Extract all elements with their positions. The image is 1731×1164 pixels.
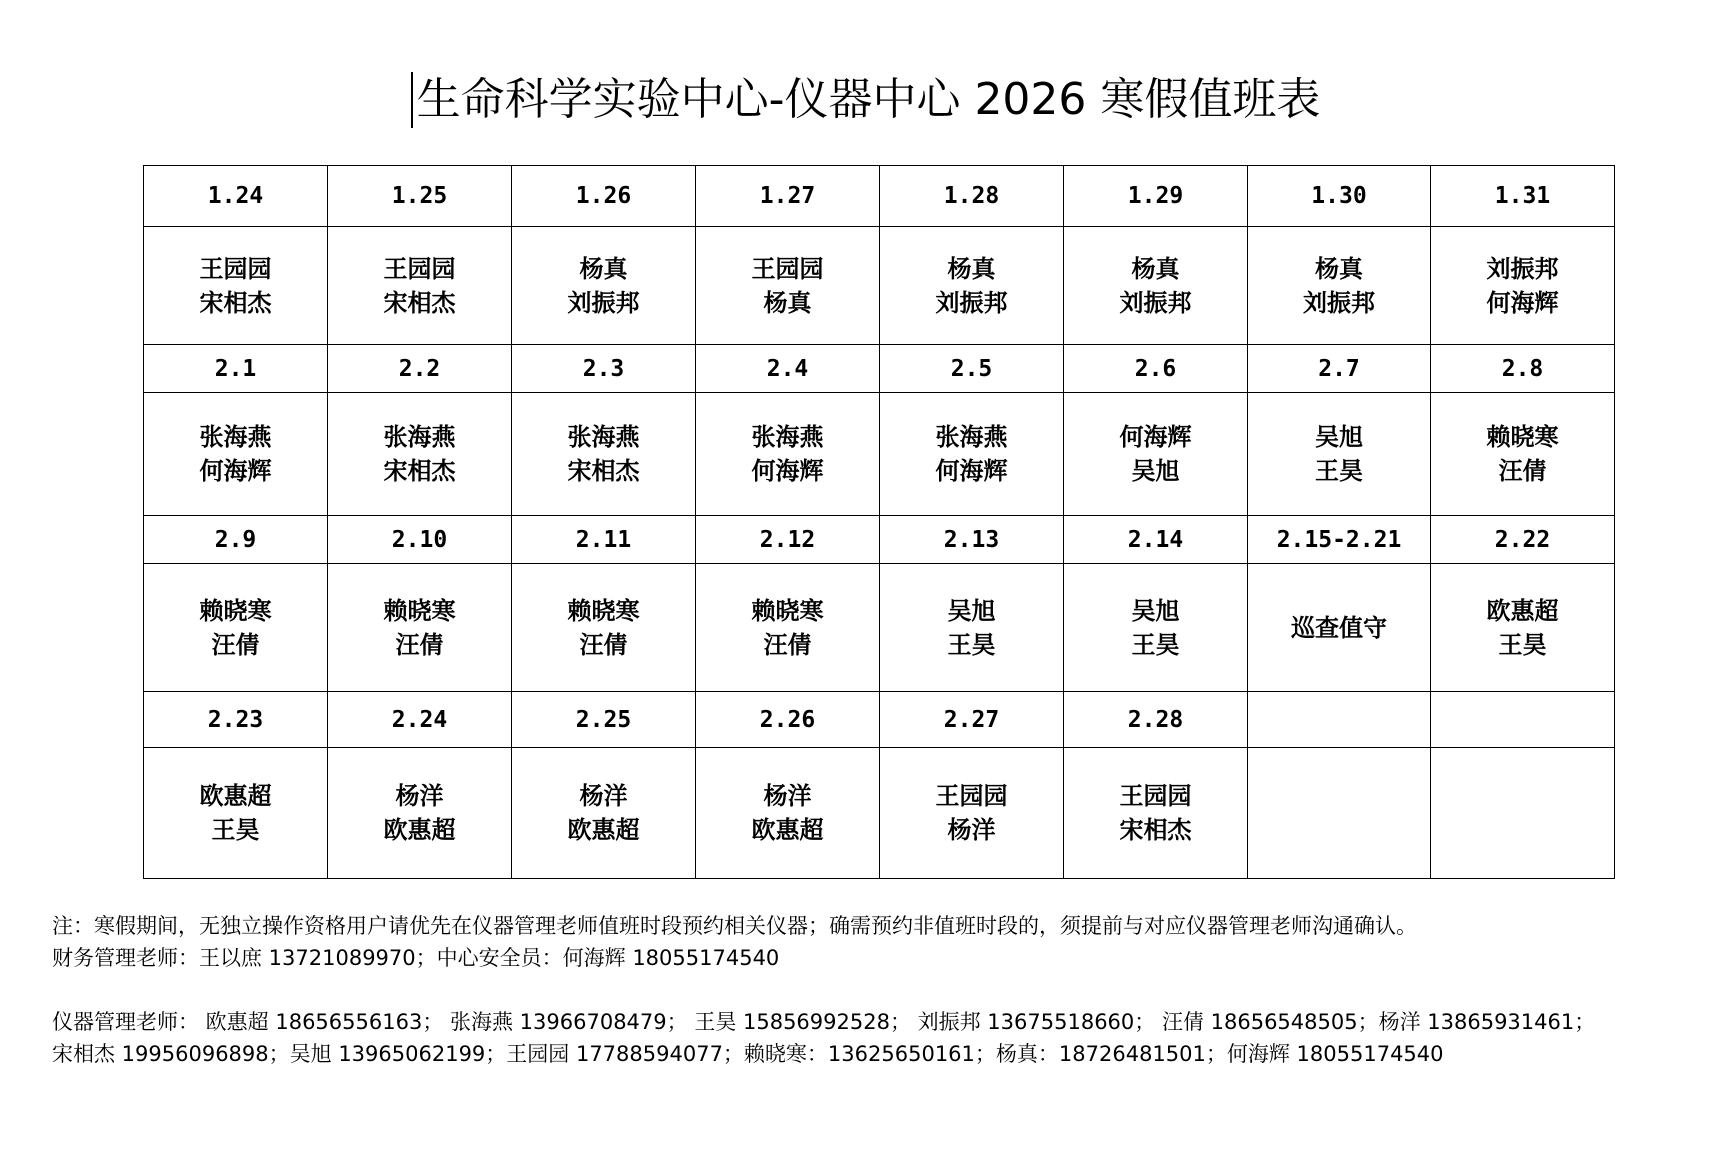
instrument-manager-contacts-cont: 宋相杰 19956096898；吴旭 13965062199；王园园 17788594077；赖晓寒：13625650161；杨真：18726481501；何海辉 18055174540 (52, 1042, 1444, 1066)
staff-name: 欧惠超 (383, 816, 456, 844)
staff-name: 杨真 (763, 288, 812, 317)
date-cell: 2.15-2.21 (1248, 516, 1431, 564)
duty-cell (1248, 393, 1431, 516)
duty-cell (1064, 393, 1248, 516)
staff-name: 张海燕 (199, 423, 272, 451)
staff-name: 汪倩 (395, 630, 444, 659)
date-cell: 2.26 (696, 692, 880, 748)
staff-name: 王昊 (947, 630, 996, 659)
duty-cell (144, 748, 328, 879)
staff-name: 赖晓寒 (383, 596, 456, 625)
staff-name: 吴旭 (1131, 596, 1180, 625)
duty-cell (512, 564, 696, 692)
staff-name: 王昊 (211, 816, 260, 844)
date-cell: 1.27 (696, 166, 880, 227)
staff-name: 欧惠超 (751, 816, 824, 844)
staff-name: 刘振邦 (1486, 254, 1559, 283)
staff-name: 汪倩 (211, 630, 260, 659)
staff-name: 杨洋 (579, 782, 628, 810)
duty-row (144, 564, 1615, 692)
staff-name: 赖晓寒 (751, 596, 824, 625)
date-cell: 2.14 (1064, 516, 1248, 564)
duty-cell (696, 227, 880, 345)
duty-cell (1248, 748, 1431, 879)
duty-cell (328, 393, 512, 516)
date-cell: 1.26 (512, 166, 696, 227)
date-cell: 2.23 (144, 692, 328, 748)
duty-cell (1431, 393, 1615, 516)
staff-name: 杨洋 (395, 782, 444, 810)
staff-name: 赖晓寒 (1486, 423, 1559, 451)
staff-name: 王园园 (751, 254, 824, 283)
date-cell: 2.11 (512, 516, 696, 564)
finance-safety-contacts: 财务管理老师：王以庶 13721089970；中心安全员：何海辉 18055174540 (52, 946, 780, 970)
staff-name: 刘振邦 (935, 288, 1008, 317)
staff-name: 王昊 (1498, 630, 1547, 659)
duty-cell (1431, 227, 1615, 345)
date-cell (1431, 692, 1615, 748)
staff-name: 欧惠超 (567, 816, 640, 844)
staff-name: 吴旭 (1131, 457, 1180, 485)
duty-row (144, 227, 1615, 345)
duty-cell (696, 564, 880, 692)
staff-name: 赖晓寒 (567, 596, 640, 625)
date-cell: 1.25 (328, 166, 512, 227)
staff-name: 王昊 (1315, 457, 1363, 485)
staff-name: 王昊 (1131, 630, 1180, 659)
staff-name: 宋相杰 (567, 457, 640, 485)
duty-cell (1248, 564, 1431, 692)
date-cell: 2.3 (512, 345, 696, 393)
date-cell: 2.24 (328, 692, 512, 748)
note-line: 注：寒假期间，无独立操作资格用户请优先在仪器管理老师值班时段预约相关仪器；确需预约非值班时段的，须提前与对应仪器管理老师沟通确认。 (52, 914, 1417, 938)
duty-cell (696, 393, 880, 516)
duty-cell (880, 748, 1064, 879)
staff-name: 何海辉 (751, 457, 824, 485)
duty-row (144, 748, 1615, 879)
staff-name: 汪倩 (763, 630, 812, 659)
duty-roster-table (143, 165, 1615, 879)
date-row (144, 516, 1615, 564)
date-cell: 2.27 (880, 692, 1064, 748)
date-cell: 1.31 (1431, 166, 1615, 227)
staff-name: 王园园 (383, 254, 456, 283)
duty-cell (144, 393, 328, 516)
staff-name: 杨洋 (947, 816, 996, 844)
date-cell: 2.5 (880, 345, 1064, 393)
staff-name: 刘振邦 (1119, 288, 1192, 317)
date-cell: 1.30 (1248, 166, 1431, 227)
staff-name: 何海辉 (1119, 423, 1192, 451)
date-row (144, 166, 1615, 227)
duty-cell (1064, 564, 1248, 692)
staff-name: 张海燕 (751, 423, 824, 451)
date-cell: 2.7 (1248, 345, 1431, 393)
duty-cell (880, 227, 1064, 345)
date-cell: 2.13 (880, 516, 1064, 564)
staff-name: 杨真 (1315, 254, 1363, 283)
staff-name: 刘振邦 (567, 288, 640, 317)
staff-name: 欧惠超 (199, 782, 272, 810)
spacer (52, 974, 1702, 1006)
date-row (144, 692, 1615, 748)
date-cell: 2.28 (1064, 692, 1248, 748)
date-cell: 1.29 (1064, 166, 1248, 227)
duty-cell (328, 564, 512, 692)
staff-name: 杨真 (1131, 254, 1180, 283)
duty-cell (696, 748, 880, 879)
staff-name: 何海辉 (199, 457, 272, 485)
page-title: 生命科学实验中心-仪器中心 2026 寒假值班表 (411, 72, 1321, 128)
staff-name: 何海辉 (1486, 288, 1559, 317)
date-cell: 2.9 (144, 516, 328, 564)
staff-name: 刘振邦 (1303, 288, 1375, 317)
duty-cell (1064, 227, 1248, 345)
duty-cell (1248, 227, 1431, 345)
staff-name: 汪倩 (1498, 457, 1547, 485)
staff-name: 张海燕 (383, 423, 456, 451)
staff-name: 宋相杰 (383, 288, 456, 317)
notes-section (52, 910, 1702, 1070)
staff-name: 杨真 (579, 254, 628, 283)
duty-cell (328, 748, 512, 879)
staff-name: 赖晓寒 (199, 596, 272, 625)
staff-name: 巡查值守 (1291, 613, 1387, 642)
staff-name: 张海燕 (567, 423, 640, 451)
duty-cell (1431, 564, 1615, 692)
staff-name: 吴旭 (947, 596, 996, 625)
duty-cell (1064, 748, 1248, 879)
staff-name: 王园园 (199, 254, 272, 283)
date-cell: 2.10 (328, 516, 512, 564)
date-cell: 2.6 (1064, 345, 1248, 393)
date-cell: 1.24 (144, 166, 328, 227)
date-row (144, 345, 1615, 393)
staff-name: 杨洋 (763, 782, 812, 810)
date-cell: 2.25 (512, 692, 696, 748)
duty-cell (328, 227, 512, 345)
duty-cell (880, 393, 1064, 516)
duty-row (144, 393, 1615, 516)
date-cell: 2.4 (696, 345, 880, 393)
staff-name: 宋相杰 (1119, 816, 1192, 844)
date-cell: 1.28 (880, 166, 1064, 227)
instrument-manager-contacts: 仪器管理老师： 欧惠超 18656556163； 张海燕 13966708479； 王昊 15856992528； 刘振邦 13675518660； 汪倩 18656548505；杨洋 13865931461； (52, 1010, 1596, 1034)
date-cell: 2.12 (696, 516, 880, 564)
staff-name: 吴旭 (1315, 423, 1363, 451)
duty-cell (144, 227, 328, 345)
date-cell: 2.22 (1431, 516, 1615, 564)
staff-name: 王园园 (935, 782, 1008, 810)
title-bar (0, 72, 1731, 128)
date-cell: 2.1 (144, 345, 328, 393)
duty-cell (1431, 748, 1615, 879)
date-cell: 2.2 (328, 345, 512, 393)
date-cell: 2.8 (1431, 345, 1615, 393)
staff-name: 杨真 (947, 254, 996, 283)
staff-name: 张海燕 (935, 423, 1008, 451)
staff-name: 欧惠超 (1486, 596, 1559, 625)
duty-cell (512, 748, 696, 879)
date-cell (1248, 692, 1431, 748)
staff-name: 王园园 (1119, 782, 1192, 810)
staff-name: 宋相杰 (199, 288, 272, 317)
staff-name: 汪倩 (579, 630, 628, 659)
staff-name: 宋相杰 (383, 457, 456, 485)
duty-cell (512, 227, 696, 345)
duty-cell (144, 564, 328, 692)
staff-name: 何海辉 (935, 457, 1008, 485)
duty-cell (512, 393, 696, 516)
duty-cell (880, 564, 1064, 692)
